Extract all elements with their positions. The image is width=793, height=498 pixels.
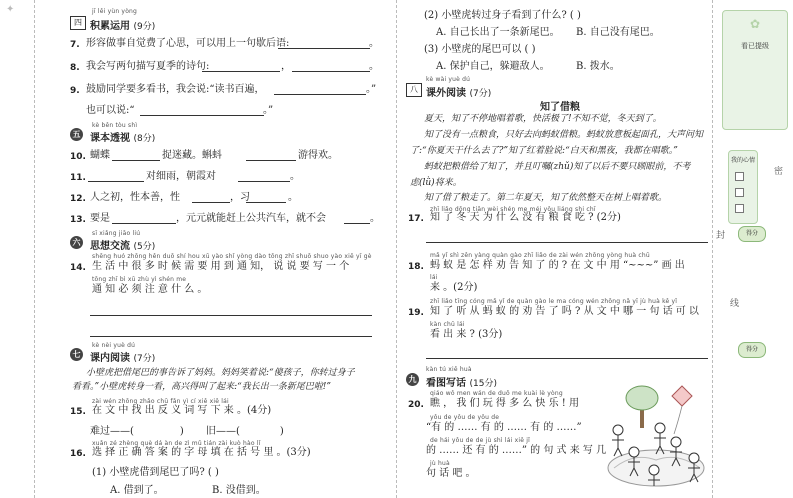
q14-line1: 生 活 中 很 多 时 候 需 要 用 到 通 知， 说 说 要 写 一 个: [92, 261, 350, 272]
q18-text: 蚂 蚁 是 怎 样 劝 告 知 了 的 ? 在 文 中 用 “~~~” 画 出: [430, 260, 685, 271]
q10-a: 蝴蝶: [90, 150, 110, 161]
q16-sub2-option-b[interactable]: B. 自己没有尾巴。: [576, 27, 660, 38]
q12-a: 人之初，性本善，性: [90, 192, 180, 203]
section7-title: 课内阅读 (7分): [90, 353, 156, 364]
q9-end2: 。”: [263, 105, 274, 116]
q9-answer-line-1[interactable]: [274, 94, 366, 95]
q16-sub2: (2) 小壁虎转过身子看到了什么? ( ): [424, 10, 581, 21]
q8-answer-line-1[interactable]: [202, 71, 280, 72]
q16-pinyin: xuǎn zé zhèng què dá àn de zì mǔ tián zài kuò hào lǐ: [92, 440, 261, 447]
q12-c: 。: [288, 192, 298, 203]
q17-number: 17.: [408, 214, 424, 224]
q10-answer-line-2[interactable]: [246, 160, 296, 161]
q20-line2: “有 的 …… 有 的 …… 有 的 ……”: [426, 422, 582, 433]
q16-sub1-option-a[interactable]: A. 借到了。: [110, 485, 164, 496]
q13-answer-line-2[interactable]: [344, 223, 370, 224]
q16-text: 选 择 正 确 答 案 的 字 母 填 在 括 号 里 。(3分): [92, 447, 311, 458]
q14-line2: 通 知 必 须 注 意 什 么 。: [92, 284, 208, 295]
section5-title: 课本透视 (8分): [90, 133, 156, 144]
q13-c: 。: [370, 213, 380, 224]
section9-number: 九: [406, 373, 419, 386]
q12-b: ，习: [230, 192, 250, 203]
q12-number: 12.: [70, 194, 86, 204]
q9-text: 鼓励同学要多看书，我会说:“读书百遍，: [86, 84, 265, 95]
section7-number: 七: [70, 348, 83, 361]
q7-answer-line[interactable]: [278, 48, 370, 49]
q20-line3: 的 …… 还 有 的 ……” 的 句 式 来 写 几: [426, 445, 607, 456]
q8-answer-line-2[interactable]: [292, 71, 370, 72]
q15-text: 在 文 中 找 出 反 义 词 写 下 来 。(4分): [92, 405, 272, 416]
section6-title: 思想交流 (5分): [90, 241, 156, 252]
story-line4: 蚂蚁把粮借给了知了，并且叮嘱(zhǔ)知了以后不要只顾眼前，不考: [424, 162, 691, 172]
q17-answer-line[interactable]: [426, 242, 708, 243]
mood-checkbox-2[interactable]: [735, 188, 744, 197]
q7-end: 。: [369, 38, 379, 49]
q11-b: 。: [290, 171, 300, 182]
q17-pinyin: zhī liǎo dōng tiān wèi shén me méi yǒu liáng shi chī: [430, 206, 596, 213]
q12-answer-line-2[interactable]: [246, 202, 286, 203]
q11-a: 对细雨，朝霞对: [146, 171, 216, 182]
q8-sep: ，: [281, 61, 291, 72]
passage7-line1: 小壁虎把借尾巴的事告诉了妈妈。妈妈笑着说:“傻孩子，你转过身子: [86, 368, 355, 378]
q15-antonym-1[interactable]: 难过——( ): [90, 426, 184, 437]
story-title: 知了借粮: [540, 102, 580, 113]
story-line6: 知了借了粮走了。第二年夏天，知了依然整天在树上唱着歌。: [424, 193, 668, 203]
q16-sub2-option-a[interactable]: A. 自己长出了一条新尾巴。: [436, 27, 560, 38]
q13-answer-line-1[interactable]: [112, 223, 176, 224]
sidebar-tab-check-label: 看已提级: [741, 42, 769, 50]
q18-pinyin-2: lái: [430, 274, 438, 281]
mood-checkbox-1[interactable]: [735, 172, 744, 181]
q14-pinyin-2: tōng zhī bì xū zhù yì shén me: [92, 276, 187, 283]
q20-pinyin-4: jù huà: [430, 460, 450, 467]
children-playing-illustration: [604, 382, 708, 490]
q19-text-2: 看 出 来 ? (3分): [430, 329, 503, 340]
q9-end: 。”: [366, 84, 377, 95]
q15-pinyin: zài wén zhōng zhǎo chū fǎn yì cí xiě xiě lái: [92, 398, 229, 405]
section8-pinyin: kè wài yuè dú: [426, 76, 471, 83]
q19-pinyin-2: kàn chū lái: [430, 321, 465, 328]
story-line5: 虑(lǜ)将来。: [410, 178, 462, 188]
passage7-line2: 看看。”小壁虎转身一看，高兴得叫了起来:“我长出一条新尾巴啦!”: [72, 382, 331, 392]
q9-answer-line-2[interactable]: [140, 115, 264, 116]
fold-guide-left: [34, 0, 35, 498]
q17-text: 知 了 冬 天 为 什 么 没 有 粮 食 吃 ? (2分): [430, 212, 621, 223]
q20-pinyin-1: qiáo wǒ men wán de duō me kuài lè yòng: [430, 390, 563, 397]
q16-sub3: (3) 小壁虎的尾巴可以 ( ): [424, 44, 536, 55]
story-line1: 夏天，知了不停地唱着歌，快活极了!不知不觉，冬天到了。: [424, 114, 662, 124]
q16-sub1-option-b[interactable]: B. 没借到。: [212, 485, 266, 496]
q19-answer-line[interactable]: [426, 358, 708, 359]
section5-number: 五: [70, 128, 83, 141]
q13-number: 13.: [70, 215, 86, 225]
q7-number: 7.: [70, 40, 80, 50]
q16-number: 16.: [70, 449, 86, 459]
story-line3: 了:“你夏天干什么去了?”知了红着脸说:“白天和黑夜，我都在唱歌。”: [410, 146, 678, 156]
section8-number: 八: [406, 83, 422, 97]
section9-title: 看图写话 (15分): [426, 378, 497, 389]
q10-number: 10.: [70, 152, 86, 162]
q12-answer-line-1[interactable]: [192, 202, 230, 203]
q13-b: ，元元就能赶上公共汽车，就不会: [176, 213, 326, 224]
q11-answer-line-1[interactable]: [88, 181, 144, 182]
q16-sub3-option-b[interactable]: B. 拨水。: [576, 61, 620, 72]
mood-checkbox-3[interactable]: [735, 204, 744, 213]
q16-sub3-option-a[interactable]: A. 保护自己，躲避敌人。: [436, 61, 550, 72]
score-stamp-2: 得分: [738, 342, 766, 358]
binding-seal-char-1: 密: [774, 167, 784, 177]
q13-a: 要是: [90, 213, 110, 224]
q18-number: 18.: [408, 262, 424, 272]
star-icon: ✦: [6, 4, 15, 15]
q19-pinyin: zhī liǎo tīng cóng mǎ yǐ de quàn gào le ma cóng wén zhōng nǎ yī jù huà kě yǐ: [430, 298, 678, 305]
fold-guide-center: [396, 0, 397, 498]
binding-seal-char-3: 线: [730, 299, 740, 309]
q11-answer-line-2[interactable]: [238, 181, 290, 182]
q19-number: 19.: [408, 308, 424, 318]
q14-answer-line-1[interactable]: [90, 315, 372, 316]
q8-number: 8.: [70, 63, 80, 73]
section8-title: 课外阅读 (7分): [426, 88, 492, 99]
q14-answer-line-2[interactable]: [90, 336, 372, 337]
q18-pinyin: mǎ yǐ shì zěn yàng quàn gào zhī liǎo de zài wén zhōng yòng huà chū: [430, 252, 650, 259]
q16-sub1: (1) 小壁虎借到尾巴了吗? ( ): [92, 467, 219, 478]
binding-guide-right: [712, 0, 713, 498]
q8-end: 。: [369, 61, 379, 72]
sidebar-tab-check[interactable]: ✿ 看已提级: [722, 10, 788, 130]
section6-pinyin: sī xiǎng jiāo liú: [92, 230, 141, 237]
binding-seal-char-2: 封: [716, 231, 726, 241]
q18-text-2: 来 。(2分): [430, 282, 478, 293]
section7-pinyin: kè nèi yuè dú: [92, 342, 136, 349]
story-line2: 知了没有一点粮食，只好去向蚂蚁借粮。蚂蚁放意板起面孔，大声问知: [424, 130, 704, 140]
q7-text: 形容做事自觉费了心思，可以用上一句歇后语:: [86, 38, 290, 49]
q20-pinyin-3: de hái yǒu de de jù shì lái xiě jǐ: [430, 437, 530, 444]
section4-title: 积累运用 (9分): [90, 21, 156, 32]
q8-text: 我会写两句描写夏季的诗句:: [86, 61, 210, 72]
q20-number: 20.: [408, 400, 424, 410]
q15-number: 15.: [70, 407, 86, 417]
q15-antonym-2[interactable]: 旧——( ): [206, 426, 284, 437]
q14-number: 14.: [70, 263, 86, 273]
q11-number: 11.: [70, 173, 86, 183]
section6-number: 六: [70, 236, 83, 249]
q10-answer-line-1[interactable]: [112, 160, 160, 161]
q20-line4: 句 话 吧 。: [426, 468, 476, 479]
section5-pinyin: kè běn tòu shì: [92, 122, 138, 129]
q19-text: 知 了 听 从 蚂 蚁 的 劝 告 了 吗 ? 从 文 中 哪 一 句 话 可 以: [430, 306, 699, 317]
q20-pinyin-2: yǒu de yǒu de yǒu de: [430, 414, 500, 421]
q20-line1: 瞧 ， 我 们 玩 得 多 么 快 乐 ! 用: [430, 398, 579, 409]
q14-pinyin-1: shēng huó zhōng hěn duō shí hou xū yào shǐ yòng dào tōng zhī shuō shuo yào xiě yī gè: [92, 253, 372, 260]
section9-pinyin: kàn tú xiě huà: [426, 366, 472, 373]
section4-pinyin: jī lěi yùn yòng: [92, 8, 138, 15]
q9-number: 9.: [70, 86, 80, 96]
q10-c: 游得欢。: [298, 150, 338, 161]
q9-also: 也可以说:“: [86, 105, 135, 116]
sidebar-tab-mood-label: 我的心情: [730, 157, 755, 164]
q10-b: 捉迷藏。蝌蚪: [162, 150, 222, 161]
section4-number: 四: [70, 16, 86, 30]
score-stamp-1: 得分: [738, 226, 766, 242]
